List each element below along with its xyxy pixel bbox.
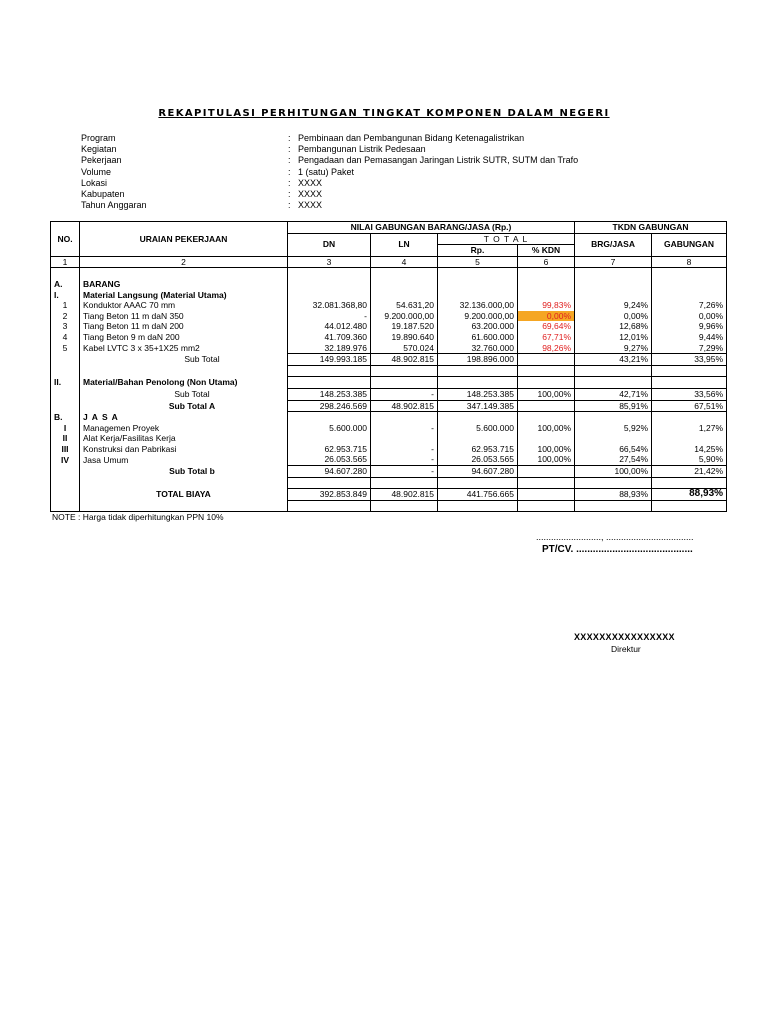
row-dn: 62.953.715 xyxy=(288,444,371,455)
table-row xyxy=(51,321,727,332)
total-dn: 392.853.849 xyxy=(288,489,371,501)
header-total: T O T A L xyxy=(438,233,575,245)
col-num: 8 xyxy=(652,256,727,268)
header-rp: Rp. xyxy=(438,245,518,257)
row-gab: 9,96% xyxy=(652,321,727,332)
row-uraian: Kabel LVTC 3 x 35+1X25 mm2 xyxy=(80,343,288,354)
row-gab: 7,26% xyxy=(652,300,727,311)
row-kdn: 100,00% xyxy=(518,423,575,434)
signature-place-date: .........................., ................................... xyxy=(536,532,694,542)
row-gab: 14,25% xyxy=(652,444,727,455)
row-gab: 0,00% xyxy=(652,311,727,322)
subtotal-row-material-utama xyxy=(51,354,727,366)
table-row xyxy=(51,423,727,434)
subtotal-brg: 43,21% xyxy=(575,354,652,366)
section-label: Material Langsung (Material Utama) xyxy=(80,290,288,301)
row-dn: 41.709.360 xyxy=(288,332,371,343)
subtotal-dn: 148.253.385 xyxy=(288,388,371,400)
header-ln: LN xyxy=(371,233,438,256)
info-label: Kegiatan xyxy=(81,144,117,155)
subtotal-kdn: 100,00% xyxy=(518,388,575,400)
header-brg-jasa: BRG/JASA xyxy=(575,233,652,256)
info-value: XXXX xyxy=(298,189,323,200)
subtotal-gab: 33,95% xyxy=(652,354,727,366)
row-total: 32.760.000 xyxy=(438,343,518,354)
row-ln: 19.187.520 xyxy=(371,321,438,332)
row-brg: 9,24% xyxy=(575,300,652,311)
info-value: Pembangunan Listrik Pedesaan xyxy=(298,144,426,155)
row-gab: 5,90% xyxy=(652,454,727,465)
section-no: A. xyxy=(51,279,80,290)
table-row xyxy=(51,300,727,311)
info-row-kabupaten: Kabupaten : XXXX xyxy=(81,189,323,200)
info-row-pekerjaan: Pekerjaan : Pengadaan dan Pemasangan Jaringan Listrik SUTR, SUTM dan Trafo xyxy=(81,155,579,166)
row-no: 1 xyxy=(51,300,80,311)
subtotal-row-a xyxy=(51,400,727,412)
tkdn-table xyxy=(50,221,727,512)
row-dn: 44.012.480 xyxy=(288,321,371,332)
row-brg: 0,00% xyxy=(575,311,652,322)
info-row-volume: Volume : 1 (satu) Paket xyxy=(81,166,355,177)
subtotal-brg: 100,00% xyxy=(575,466,652,478)
info-label: Volume xyxy=(81,166,112,177)
subtotal-dn: 149.993.185 xyxy=(288,354,371,366)
total-biaya-row xyxy=(51,489,727,501)
subtotal-row-material-penolong xyxy=(51,388,727,400)
section-no: B. xyxy=(51,412,80,423)
total-gab: 88,93% xyxy=(652,489,727,501)
row-dn: 32.189.976 xyxy=(288,343,371,354)
row-kdn: 99,83% xyxy=(518,300,575,311)
table-row xyxy=(51,454,727,465)
row-dn: - xyxy=(288,311,371,322)
row-total: 26.053.565 xyxy=(438,454,518,465)
project-info xyxy=(81,133,578,211)
row-uraian: Tiang Beton 11 m daN 200 xyxy=(80,321,288,332)
row-total: 5.600.000 xyxy=(438,423,518,434)
info-label: Kabupaten xyxy=(81,189,125,200)
row-no: 5 xyxy=(51,343,80,354)
row-ln: - xyxy=(371,423,438,434)
col-num: 1 xyxy=(51,256,80,268)
subtotal-gab: 33,56% xyxy=(652,388,727,400)
subtotal-dn: 298.246.569 xyxy=(288,400,371,412)
row-ln: 19.890.640 xyxy=(371,332,438,343)
subtotal-label: Sub Total A xyxy=(80,400,288,412)
row-no: 2 xyxy=(51,311,80,322)
row-no: I xyxy=(51,423,80,434)
row-kdn: 100,00% xyxy=(518,454,575,465)
total-biaya-label: TOTAL BIAYA xyxy=(80,489,288,501)
info-row-kegiatan: Kegiatan : Pembangunan Listrik Pedesaan xyxy=(81,144,426,155)
row-total: 61.600.000 xyxy=(438,332,518,343)
total-brg: 88,93% xyxy=(575,489,652,501)
row-dn: 5.600.000 xyxy=(288,423,371,434)
row-ln: 54.631,20 xyxy=(371,300,438,311)
col-num: 4 xyxy=(371,256,438,268)
info-value: Pengadaan dan Pemasangan Jaringan Listrik SUTR, SUTM dan Trafo xyxy=(298,155,579,166)
note: NOTE : Harga tidak diperhitungkan PPN 10% xyxy=(52,512,224,522)
info-value: XXXX xyxy=(298,200,323,211)
row-no: IV xyxy=(51,454,80,465)
header-no: NO. xyxy=(51,222,80,257)
section-row-barang xyxy=(51,279,727,290)
signature-name: XXXXXXXXXXXXXXXX xyxy=(574,632,675,642)
row-ln: 9.200.000,00 xyxy=(371,311,438,322)
info-row-tahun: Tahun Anggaran : XXXX xyxy=(81,200,323,211)
subtotal-gab: 67,51% xyxy=(652,400,727,412)
header-gabungan: GABUNGAN xyxy=(652,233,727,256)
row-brg: 66,54% xyxy=(575,444,652,455)
row-brg: 12,68% xyxy=(575,321,652,332)
info-label: Tahun Anggaran xyxy=(81,200,147,211)
row-uraian: Tiang Beton 9 m daN 200 xyxy=(80,332,288,343)
row-no: 4 xyxy=(51,332,80,343)
subtotal-kdn xyxy=(518,354,575,366)
row-dn: 26.053.565 xyxy=(288,454,371,465)
row-kdn: 67,71% xyxy=(518,332,575,343)
row-dn: 32.081.368,80 xyxy=(288,300,371,311)
row-no: 3 xyxy=(51,321,80,332)
info-value: 1 (satu) Paket xyxy=(298,166,355,177)
total-kdn xyxy=(518,489,575,501)
row-total: 32.136.000,00 xyxy=(438,300,518,311)
section-row-material-penolong xyxy=(51,377,727,389)
signature-position: Direktur xyxy=(611,644,641,654)
section-row-jasa xyxy=(51,412,727,423)
table-row xyxy=(51,433,727,444)
header-tkdn-gabungan: TKDN GABUNGAN xyxy=(575,222,727,234)
info-value: Pembinaan dan Pembangunan Bidang Ketenagalistrikan xyxy=(298,133,525,143)
col-num: 6 xyxy=(518,256,575,268)
header-dn: DN xyxy=(288,233,371,256)
section-label: J A S A xyxy=(80,412,288,423)
section-no: I. xyxy=(51,290,80,301)
table-row xyxy=(51,444,727,455)
subtotal-label: Sub Total b xyxy=(80,466,288,478)
total-total: 441.756.665 xyxy=(438,489,518,501)
row-kdn: 98,26% xyxy=(518,343,575,354)
column-number-row xyxy=(51,256,727,268)
row-no: III xyxy=(51,444,80,455)
header-kdn: % KDN xyxy=(518,245,575,257)
row-uraian: Jasa Umum xyxy=(80,454,288,465)
section-label: BARANG xyxy=(80,279,288,290)
subtotal-total: 94.607.280 xyxy=(438,466,518,478)
subtotal-kdn xyxy=(518,466,575,478)
col-num: 2 xyxy=(80,256,288,268)
row-total: 63.200.000 xyxy=(438,321,518,332)
row-uraian: Tiang Beton 11 m daN 350 xyxy=(80,311,288,322)
row-kdn: 100,00% xyxy=(518,444,575,455)
section-no: II. xyxy=(51,377,80,389)
subtotal-row-b xyxy=(51,466,727,478)
row-uraian: Konduktor AAAC 70 mm xyxy=(80,300,288,311)
subtotal-total: 198.896.000 xyxy=(438,354,518,366)
document-title: REKAPITULASI PERHITUNGAN TINGKAT KOMPONEN DALAM NEGERI xyxy=(158,108,610,119)
row-uraian: Alat Kerja/Fasilitas Kerja xyxy=(80,433,288,444)
row-total: 9.200.000,00 xyxy=(438,311,518,322)
table-row xyxy=(51,332,727,343)
row-gab: 9,44% xyxy=(652,332,727,343)
info-row-lokasi: Lokasi : XXXX xyxy=(81,177,323,188)
section-label: Material/Bahan Penolong (Non Utama) xyxy=(80,377,288,389)
signature-company: PT/CV. .......................................... xyxy=(542,544,693,555)
row-brg: 9,27% xyxy=(575,343,652,354)
header-nilai-gabungan: NILAI GABUNGAN BARANG/JASA (Rp.) xyxy=(288,222,575,234)
row-uraian: Konstruksi dan Pabrikasi xyxy=(80,444,288,455)
col-num: 3 xyxy=(288,256,371,268)
subtotal-label: Sub Total xyxy=(80,388,288,400)
row-kdn: 69,64% xyxy=(518,321,575,332)
subtotal-dn: 94.607.280 xyxy=(288,466,371,478)
row-brg: 5,92% xyxy=(575,423,652,434)
row-gab: 7,29% xyxy=(652,343,727,354)
subtotal-brg: 42,71% xyxy=(575,388,652,400)
row-ln: - xyxy=(371,454,438,465)
row-brg: 27,54% xyxy=(575,454,652,465)
row-gab: 1,27% xyxy=(652,423,727,434)
total-ln: 48.902.815 xyxy=(371,489,438,501)
row-no: II xyxy=(51,433,80,444)
row-kdn-highlighted: 0,00% xyxy=(518,311,575,322)
col-num: 7 xyxy=(575,256,652,268)
subtotal-ln: - xyxy=(371,466,438,478)
row-brg: 12,01% xyxy=(575,332,652,343)
info-value: XXXX xyxy=(298,177,323,188)
row-total: 62.953.715 xyxy=(438,444,518,455)
header-uraian: URAIAN PEKERJAAN xyxy=(80,222,288,257)
subtotal-ln: 48.902.815 xyxy=(371,400,438,412)
info-label: Program xyxy=(81,133,116,143)
section-row-material-utama xyxy=(51,290,727,301)
subtotal-total: 148.253.385 xyxy=(438,388,518,400)
info-row-program: Program : Pembinaan dan Pembangunan Bidang Ketenagalistrikan xyxy=(81,133,525,143)
subtotal-total: 347.149.385 xyxy=(438,400,518,412)
row-ln: 570.024 xyxy=(371,343,438,354)
row-uraian: Managemen Proyek xyxy=(80,423,288,434)
subtotal-ln: - xyxy=(371,388,438,400)
table-row xyxy=(51,343,727,354)
info-label: Pekerjaan xyxy=(81,155,122,166)
col-num: 5 xyxy=(438,256,518,268)
subtotal-gab: 21,42% xyxy=(652,466,727,478)
row-ln: - xyxy=(371,444,438,455)
table-row xyxy=(51,311,727,322)
subtotal-brg: 85,91% xyxy=(575,400,652,412)
subtotal-kdn xyxy=(518,400,575,412)
info-label: Lokasi xyxy=(81,177,108,188)
subtotal-label: Sub Total xyxy=(80,354,288,366)
subtotal-ln: 48.902.815 xyxy=(371,354,438,366)
